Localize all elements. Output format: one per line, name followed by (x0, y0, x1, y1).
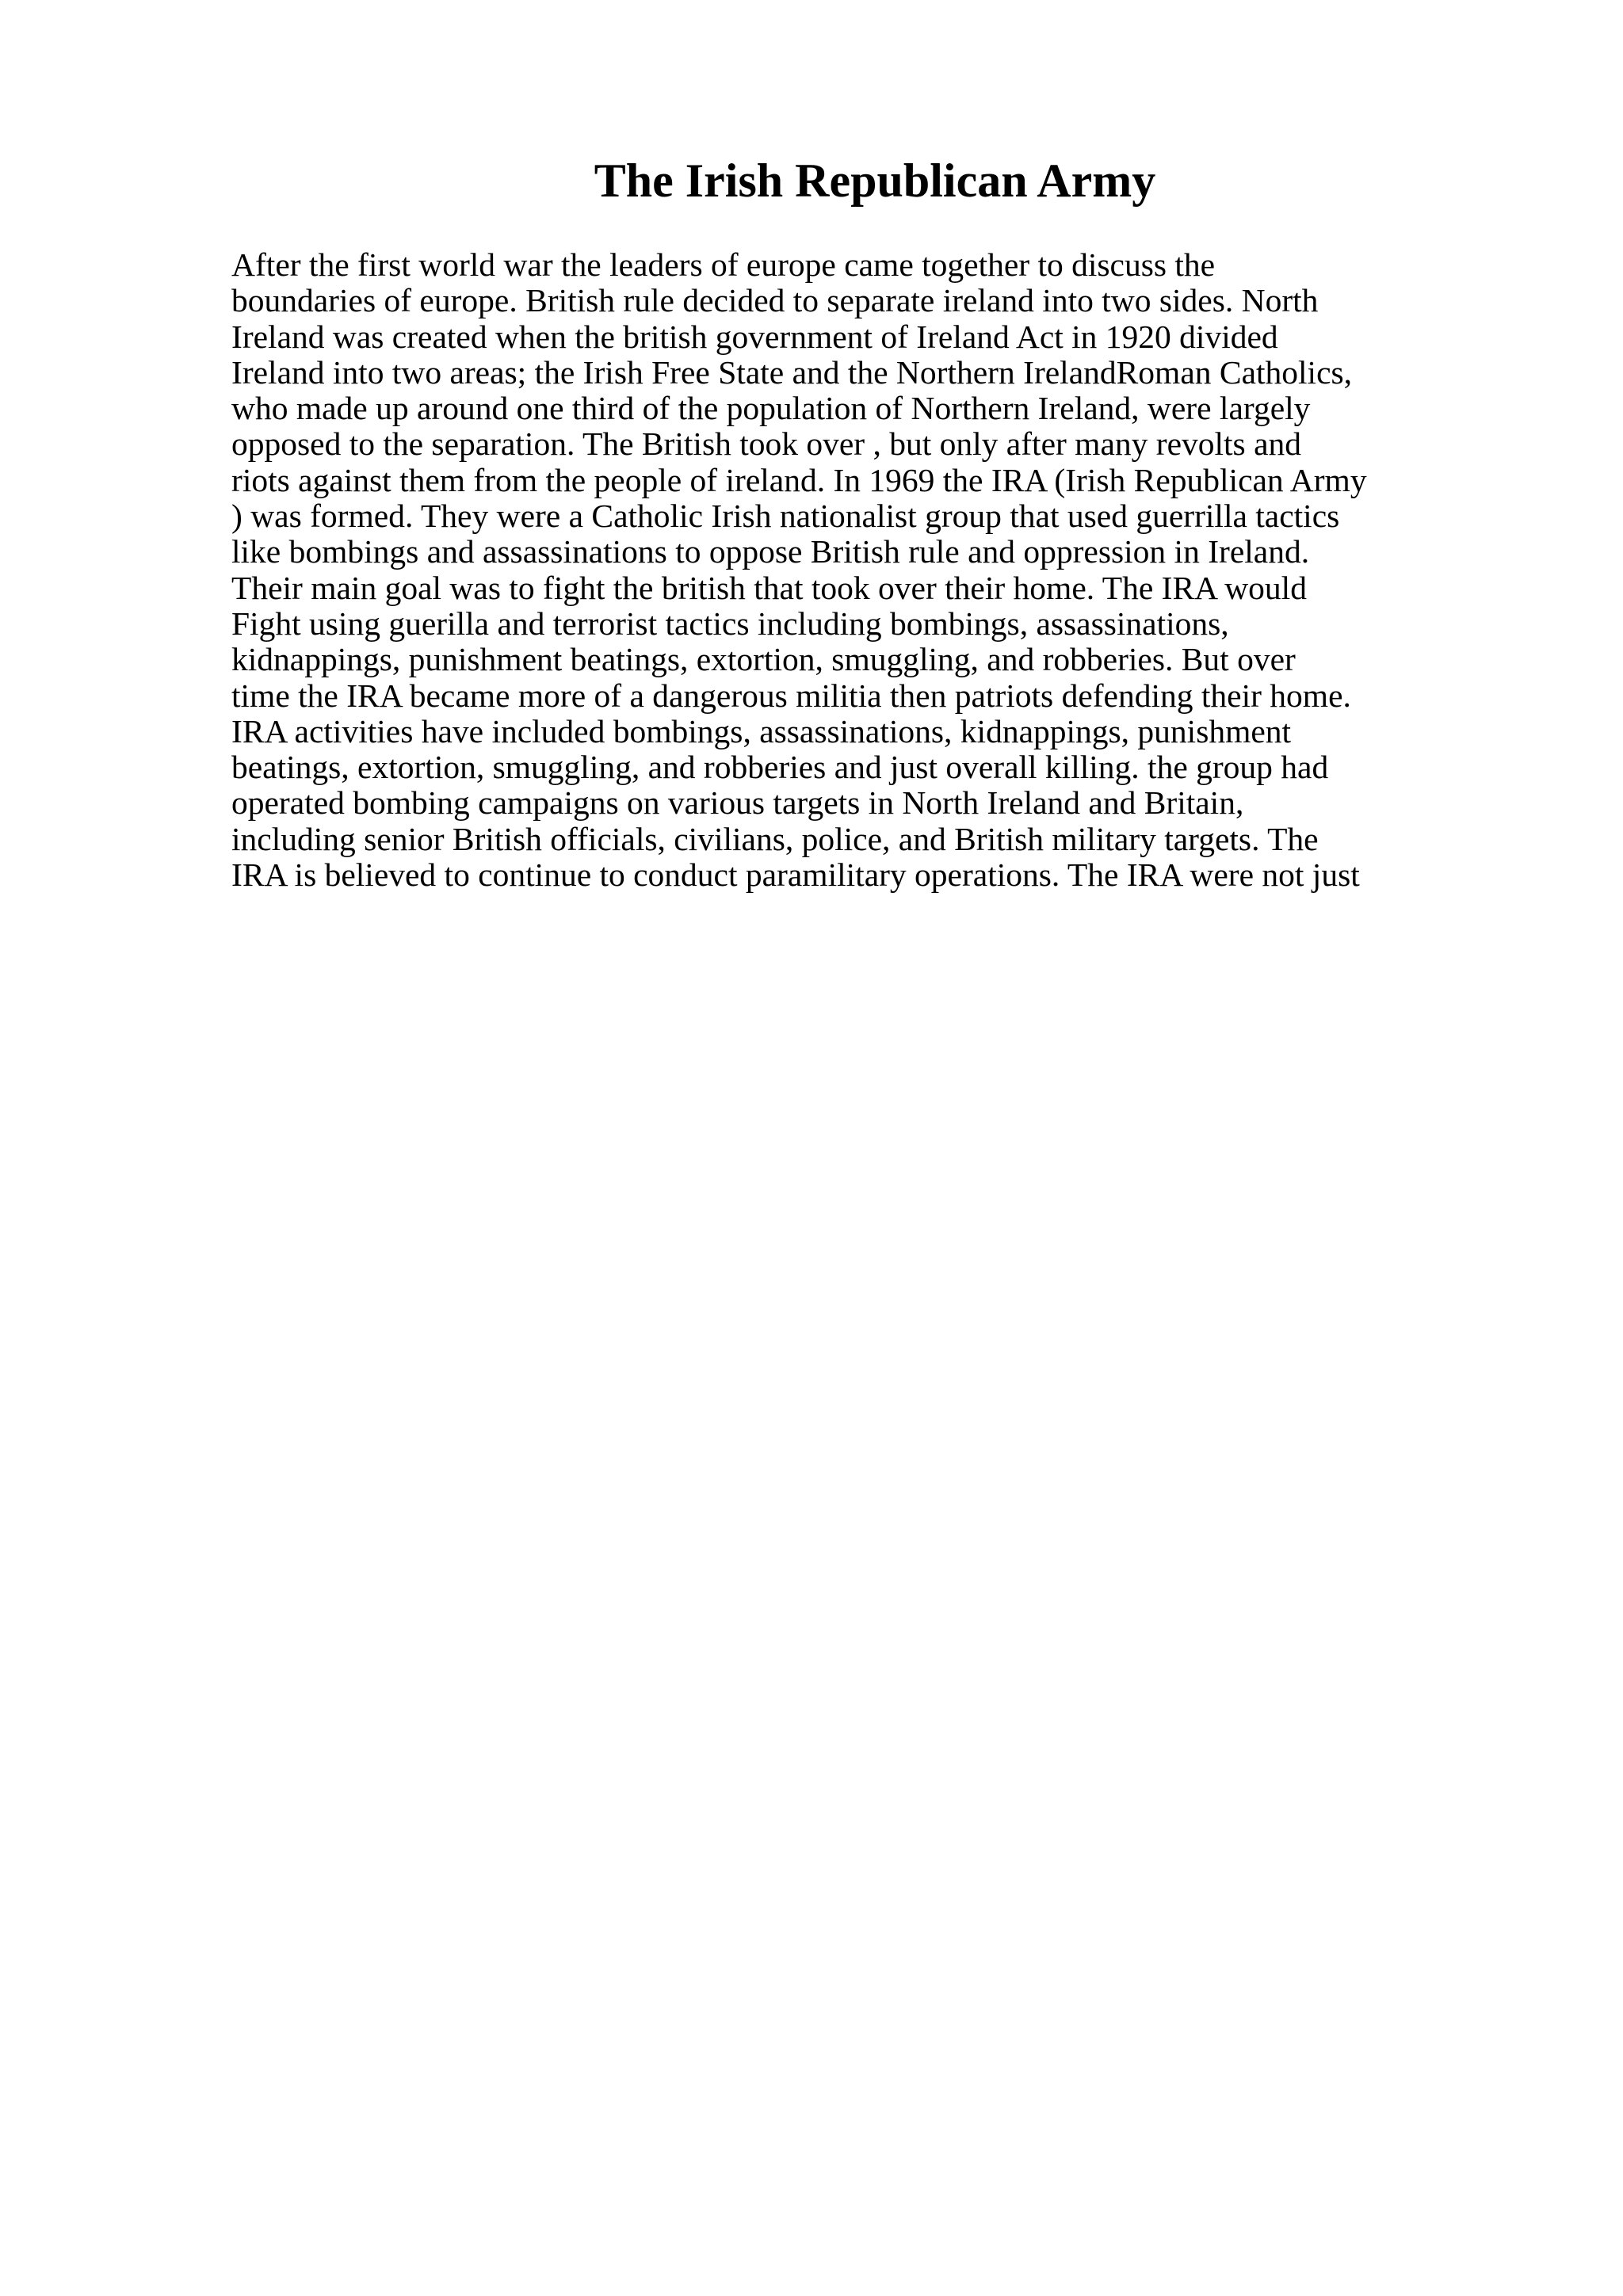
body-line: beatings, extortion, smuggling, and robberies and just overall killing. the group had (231, 749, 1329, 786)
body-line: Fight using guerilla and terrorist tactics including bombings, assassinations, (231, 605, 1229, 642)
body-line: riots against them from the people of ireland. In 1969 the IRA (Irish Republican Army (231, 461, 1367, 498)
body-line: Ireland was created when the british government of Ireland Act in 1920 divided (231, 318, 1278, 355)
document-body (231, 247, 1531, 893)
body-line: who made up around one third of the population of Northern Ireland, were largely (231, 390, 1311, 427)
body-line: ) was formed. They were a Catholic Irish nationalist group that used guerrilla tactics (231, 498, 1340, 535)
body-line: boundaries of europe. British rule decided to separate ireland into two sides. North (231, 282, 1319, 319)
body-line: After the first world war the leaders of europe came together to discuss the (231, 246, 1216, 283)
body-line: Their main goal was to fight the british that took over their home. The IRA would (231, 569, 1307, 606)
body-line: IRA is believed to continue to conduct paramilitary operations. The IRA were not just (231, 856, 1360, 894)
body-line: including senior British officials, civilians, police, and British military targets. The (231, 820, 1319, 857)
body-line: like bombings and assassinations to oppose British rule and oppression in Ireland. (231, 533, 1310, 570)
body-line: Ireland into two areas; the Irish Free State and the Northern IrelandRoman Catholics, (231, 353, 1353, 391)
body-line: operated bombing campaigns on various targets in North Ireland and Britain, (231, 784, 1244, 822)
body-line: IRA activities have included bombings, assassinations, kidnappings, punishment (231, 712, 1292, 749)
body-line: opposed to the separation. The British took over , but only after many revolts and (231, 425, 1302, 463)
body-line: time the IRA became more of a dangerous militia then patriots defending their home. (231, 677, 1351, 714)
document-title: The Irish Republican Army (594, 154, 1156, 207)
body-line: kidnappings, punishment beatings, extortion, smuggling, and robberies. But over (231, 641, 1296, 678)
